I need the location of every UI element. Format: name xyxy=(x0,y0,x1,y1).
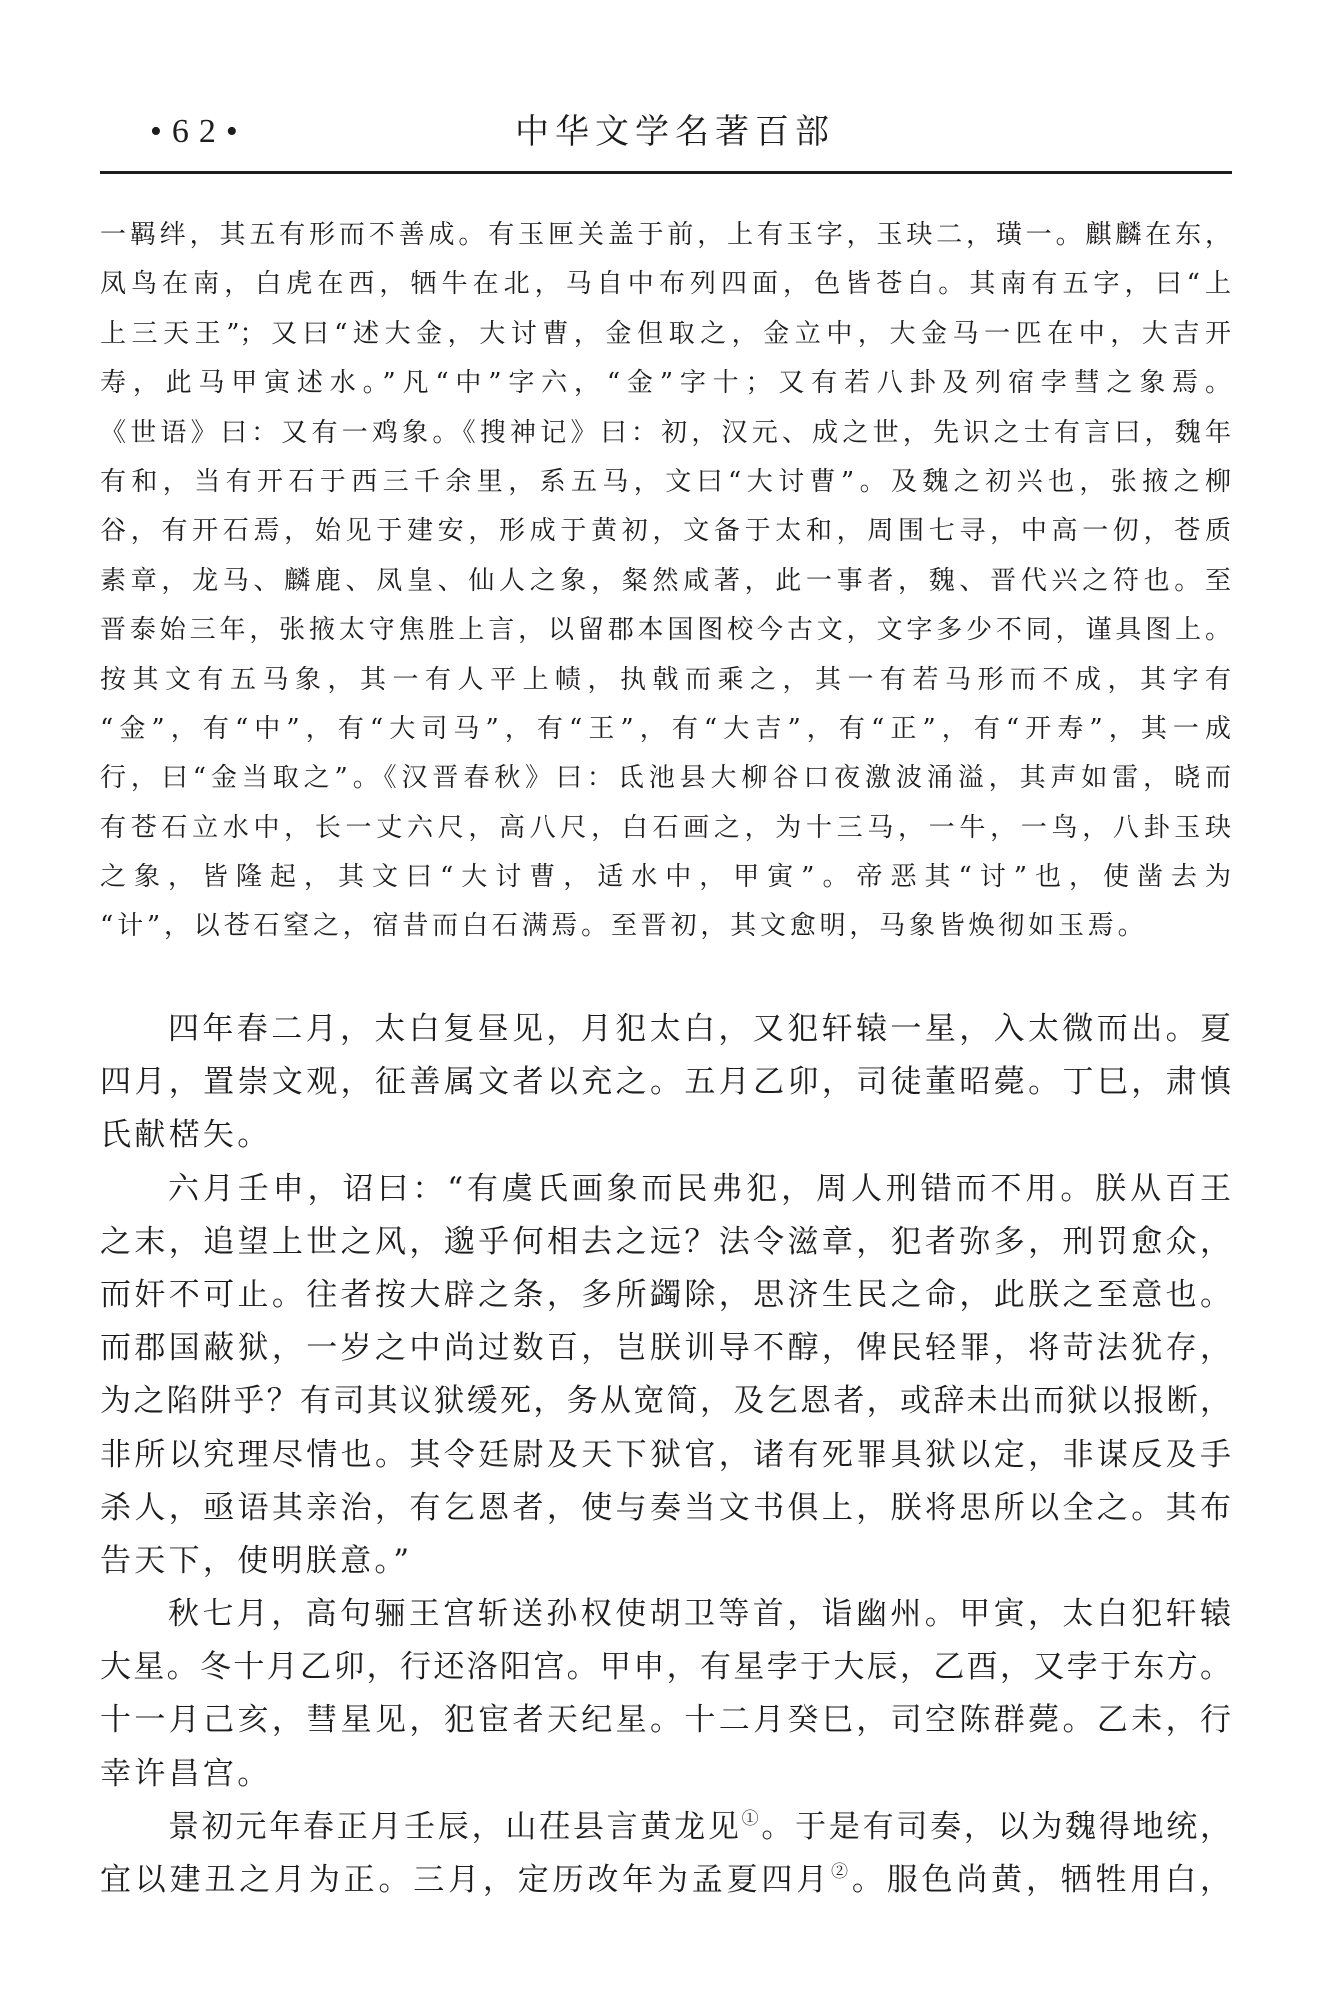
annotation-line: 一羁绊，其五有形而不善成。有玉匣关盖于前，上有玉字，玉玦二，璜一。麒麟在东， xyxy=(100,220,1231,250)
text-line: 秋七月，高句骊王宫斩送孙权使胡卫等首，诣幽州。甲寅，太白犯轩辕 xyxy=(168,1596,1231,1633)
annotation-line: 凤鸟在南，白虎在西，牺牛在北，马自中布列四面，色皆苍白。其南有五字，曰“上 xyxy=(100,269,1231,300)
text-line: 大星。冬十月乙卯，行还洛阳宫。甲申，有星孛于大辰，乙酉，又孛于东方。 xyxy=(100,1649,1231,1686)
annotation-line: 按其文有五马象，其一有人平上帻，执戟而乘之，其一有若马形而不成，其字有 xyxy=(100,664,1231,695)
text-line: 宜以建丑之月为正。三月，定历改年为孟夏四月②。服色尚黄，牺牲用白， xyxy=(100,1862,1231,1898)
annotation-line: 谷，有开石焉，始见于建安，形成于黄初，文备于太和，周围七寻，中高一仞，苍质 xyxy=(100,516,1231,547)
text-line: 氏献楛矢。 xyxy=(100,1117,272,1154)
paragraph xyxy=(100,1003,1231,1163)
annotation-line: “金”，有“中”，有“大司马”，有“王”，有“大吉”，有“正”，有“开寿”，其一成 xyxy=(100,713,1231,744)
page-number: •62• xyxy=(150,113,248,150)
text-line: 四月，置崇文观，征善属文者以充之。五月乙卯，司徒董昭薨。丁巳，肃慎 xyxy=(100,1064,1231,1101)
text-line: 四年春二月，太白复昼见，月犯太白，又犯轩辕一星，入太微而出。夏 xyxy=(168,1011,1231,1047)
running-header xyxy=(0,110,1324,154)
paragraph xyxy=(100,1163,1231,1589)
footnote-marker: ① xyxy=(741,1809,762,1830)
annotation-line: 行，曰“金当取之”。《汉晋春秋》曰：氐池县大柳谷口夜激波涌溢，其声如雷，晓而 xyxy=(100,763,1231,794)
text-line: 非所以究理尽情也。其令廷尉及天下狱官，诸有死罪具狱以定，非谋反及手 xyxy=(100,1436,1231,1473)
text-line: 而奸不可止。往者按大辟之条，多所蠲除，思济生民之命，此朕之至意也。 xyxy=(100,1276,1231,1313)
annotation-line: 之象，皆隆起，其文曰“大讨曹，适水中，甲寅”。帝恶其“讨”也，使凿去为 xyxy=(100,862,1231,893)
annotation-line: 《世语》曰：又有一鸡象。《搜神记》曰：初，汉元、成之世，先识之士有言曰，魏年 xyxy=(100,417,1231,448)
annotation-line: 有和，当有开石于西三千余里，系五马，文曰“大讨曹”。及魏之初兴也，张掖之柳 xyxy=(100,466,1231,497)
annotation-line: 晋泰始三年，张掖太守焦胜上言，以留郡本国图校今古文，文字多少不同，谨具图上。 xyxy=(100,615,1231,646)
text-line: 十一月己亥，彗星见，犯宦者天纪星。十二月癸巳，司空陈群薨。乙未，行 xyxy=(100,1702,1231,1739)
main-text xyxy=(100,1003,1231,1907)
text-line: 六月壬申，诏曰：“有虞氏画象而民弗犯，周人刑错而不用。朕从百王 xyxy=(168,1170,1231,1207)
annotation-line: 有苍石立水中，长一丈六尺，高八尺，白石画之，为十三马，一牛，一鸟，八卦玉玦 xyxy=(100,812,1231,843)
text-line: 之末，追望上世之风，邈乎何相去之远？法令滋章，犯者弥多，刑罚愈众， xyxy=(100,1223,1231,1260)
annotation-line: “计”，以苍石窒之，宿昔而白石满焉。至晋初，其文愈明，马象皆焕彻如玉焉。 xyxy=(100,911,1148,942)
text-line: 告天下，使明朕意。” xyxy=(100,1542,413,1579)
footnote-marker: ② xyxy=(831,1862,852,1883)
annotation-line: 素章，龙马、麟鹿、凤皇、仙人之象，粲然咸著，此一事者，魏、晋代兴之符也。至 xyxy=(100,565,1231,596)
header-rule xyxy=(100,171,1232,174)
annotation-line: 上三天王”；又曰“述大金，大讨曹，金但取之，金立中，大金马一匹在中，大吉开 xyxy=(100,318,1231,349)
text-line: 幸许昌宫。 xyxy=(100,1755,272,1792)
text-line: 为之陷阱乎？有司其议狱缓死，务从宽简，及乞恩者，或辞未出而狱以报断， xyxy=(100,1383,1231,1420)
text-line: 杀人，亟语其亲治，有乞恩者，使与奏当文书俱上，朕将思所以全之。其布 xyxy=(100,1489,1231,1526)
annotation-block xyxy=(100,211,1231,952)
book-title: 中华文学名著百部 xyxy=(515,112,835,152)
text-line: 而郡国蔽狱，一岁之中尚过数百，岂朕训导不醇，俾民轻罪，将苛法犹存， xyxy=(100,1330,1231,1367)
paragraph xyxy=(100,1588,1231,1801)
annotation-line: 寿，此马甲寅述水。”凡“中”字六，“金”字十；又有若八卦及列宿孛彗之象焉。 xyxy=(100,368,1231,399)
text-line: 景初元年春正月壬辰，山茌县言黄龙见①。于是有司奏，以为魏得地统， xyxy=(168,1808,1231,1845)
paragraph xyxy=(100,1801,1231,1907)
